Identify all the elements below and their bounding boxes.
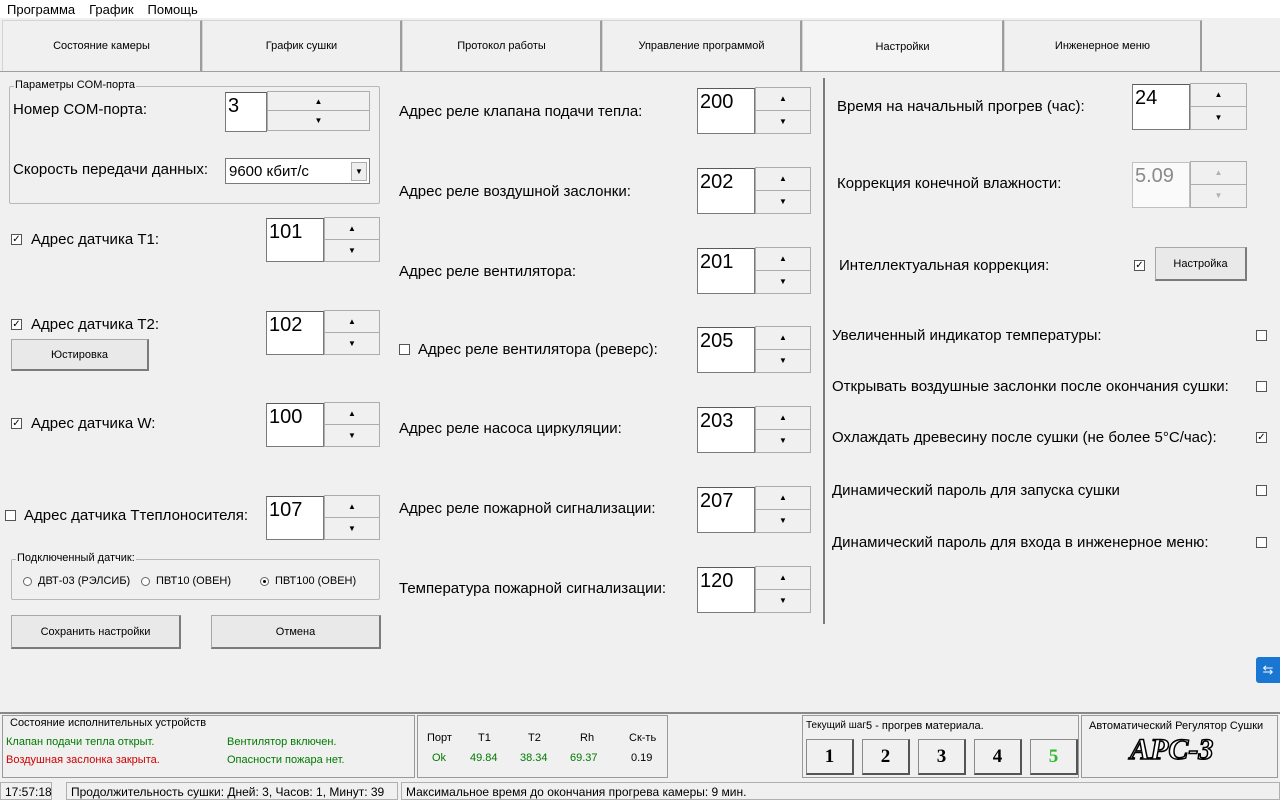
tab-drying-chart[interactable]: График сушки bbox=[202, 20, 402, 72]
chevron-down-icon[interactable]: ▼ bbox=[351, 162, 367, 181]
pump-relay-spinner[interactable] bbox=[755, 406, 811, 453]
spin-up-icon[interactable]: ▲ bbox=[756, 487, 810, 510]
fire-relay-input[interactable]: 207 bbox=[697, 487, 755, 533]
speed-label: Скорость передачи данных: bbox=[13, 161, 208, 178]
fire-status: Опасности пожара нет. bbox=[227, 754, 345, 766]
spin-down-icon[interactable]: ▼ bbox=[779, 516, 787, 526]
fan-reverse-label: Адрес реле вентилятора (реверс): bbox=[418, 341, 658, 358]
option-cool-wood-checkbox[interactable]: ✓ bbox=[1257, 432, 1266, 443]
humidity-correction-spinner[interactable] bbox=[1190, 161, 1247, 208]
pump-relay-label: Адрес реле насоса циркуляции: bbox=[399, 420, 622, 437]
t2-checkbox[interactable]: ✓ bbox=[12, 319, 21, 330]
spin-up-icon[interactable]: ▲ bbox=[756, 88, 810, 111]
spin-down-icon[interactable]: ▼ bbox=[1214, 113, 1223, 123]
tcarrier-input[interactable]: 107 bbox=[266, 496, 324, 540]
fire-temp-label: Температура пожарной сигнализации: bbox=[399, 580, 667, 597]
spin-up-icon[interactable]: ▲ bbox=[756, 327, 810, 350]
status-time: 17:57:18 bbox=[0, 782, 52, 800]
value-t2: 38.34 bbox=[520, 752, 548, 764]
speed-value: 9600 кбит/с bbox=[229, 163, 309, 180]
menu-bar bbox=[0, 0, 1280, 18]
speed-select[interactable] bbox=[225, 158, 370, 184]
spin-down-icon[interactable]: ▼ bbox=[348, 338, 356, 348]
value-t1: 49.84 bbox=[470, 752, 498, 764]
t2-spinner[interactable] bbox=[324, 310, 380, 355]
option-open-dampers-checkbox[interactable] bbox=[1256, 381, 1267, 392]
humidity-correction-label: Коррекция конечной влажности: bbox=[837, 175, 1062, 192]
damper-status: Воздушная заслонка закрыта. bbox=[6, 754, 160, 766]
tab-underline bbox=[0, 71, 1280, 72]
status-duration: Продолжительность сушки: Дней: 3, Часов: 1, Минут: 39 bbox=[66, 782, 398, 800]
header-t1: T1 bbox=[478, 732, 491, 744]
devices-title: Состояние исполнительных устройств bbox=[10, 717, 207, 729]
fire-relay-label: Адрес реле пожарной сигнализации: bbox=[399, 500, 656, 517]
fan-relay-label: Адрес реле вентилятора: bbox=[399, 263, 577, 280]
com-port-spinner[interactable] bbox=[267, 91, 370, 131]
pump-relay-input[interactable]: 203 bbox=[697, 407, 755, 453]
spin-down-icon[interactable]: ▼ bbox=[779, 277, 787, 287]
t1-input[interactable]: 101 bbox=[266, 218, 324, 262]
tab-chamber-state[interactable]: Состояние камеры bbox=[2, 20, 202, 72]
warmup-input[interactable]: 24 bbox=[1132, 84, 1190, 130]
fire-temp-input[interactable]: 120 bbox=[697, 567, 755, 613]
spin-up-icon[interactable]: ▲ bbox=[756, 168, 810, 191]
readings-panel bbox=[417, 715, 668, 778]
spin-up-icon[interactable]: ▲ bbox=[1191, 162, 1246, 185]
tcarrier-checkbox[interactable] bbox=[5, 510, 16, 521]
header-port: Порт bbox=[427, 732, 452, 744]
spin-up-icon[interactable]: ▲ bbox=[325, 496, 379, 518]
t1-label: Адрес датчика T1: bbox=[31, 231, 160, 248]
t1-checkbox[interactable]: ✓ bbox=[12, 234, 21, 245]
humidity-correction-input[interactable]: 5.09 bbox=[1132, 162, 1190, 208]
radio-pvt100-label: ПВТ100 (ОВЕН) bbox=[275, 575, 357, 587]
brand-panel bbox=[1081, 715, 1278, 778]
step-button-2[interactable]: 2 bbox=[862, 739, 910, 775]
heat-relay-label: Адрес реле клапана подачи тепла: bbox=[399, 103, 643, 120]
option-dynamic-start-label: Динамический пароль для запуска сушки bbox=[832, 482, 1120, 499]
tcarrier-label: Адрес датчика Ттеплоносителя: bbox=[24, 507, 249, 524]
tab-work-log[interactable]: Протокол работы bbox=[402, 20, 602, 72]
tab-program-control[interactable]: Управление программой bbox=[602, 20, 802, 72]
menu-chart[interactable]: График bbox=[89, 1, 134, 17]
tab-engineer-menu[interactable]: Инженерное меню bbox=[1004, 20, 1202, 72]
option-open-dampers-label: Открывать воздушные заслонки после окончания сушки: bbox=[832, 378, 1229, 395]
spin-up-icon[interactable]: ▲ bbox=[325, 311, 379, 333]
header-rh: Rh bbox=[580, 732, 595, 744]
tcarrier-spinner[interactable] bbox=[324, 495, 380, 540]
t2-input[interactable]: 102 bbox=[266, 311, 324, 355]
bottom-divider bbox=[0, 712, 1280, 714]
w-spinner[interactable] bbox=[324, 402, 380, 447]
spin-up-icon[interactable]: ▲ bbox=[268, 92, 369, 111]
heat-valve-status: Клапан подачи тепла открыт. bbox=[6, 736, 155, 748]
damper-relay-label: Адрес реле воздушной заслонки: bbox=[399, 183, 631, 200]
fan-reverse-checkbox[interactable] bbox=[399, 344, 410, 355]
step-button-1[interactable]: 1 bbox=[806, 739, 854, 775]
w-label: Адрес датчика W: bbox=[31, 415, 156, 432]
header-speed: Ск-ть bbox=[629, 732, 657, 744]
intel-correction-label: Интеллектуальная коррекция: bbox=[839, 257, 1050, 274]
fire-relay-spinner[interactable] bbox=[755, 486, 811, 533]
step-button-3[interactable]: 3 bbox=[918, 739, 966, 775]
cancel-button[interactable]: Отмена bbox=[211, 615, 381, 649]
devices-panel bbox=[2, 715, 415, 778]
tab-settings[interactable]: Настройки bbox=[802, 20, 1004, 72]
header-t2: T2 bbox=[528, 732, 541, 744]
com-port-input[interactable]: 3 bbox=[225, 92, 267, 132]
damper-relay-input[interactable]: 202 bbox=[697, 168, 755, 214]
intel-settings-button[interactable]: Настройка bbox=[1155, 247, 1247, 281]
spin-down-icon[interactable]: ▼ bbox=[779, 356, 787, 366]
spin-down-icon[interactable]: ▼ bbox=[1214, 191, 1223, 201]
warmup-spinner[interactable] bbox=[1190, 83, 1247, 130]
fan-reverse-spinner[interactable] bbox=[755, 326, 811, 373]
option-dynamic-start-checkbox[interactable] bbox=[1256, 485, 1267, 496]
brand-logo: АРС-3 bbox=[1130, 733, 1214, 766]
w-checkbox[interactable]: ✓ bbox=[12, 418, 21, 429]
option-big-indicator-label: Увеличенный индикатор температуры: bbox=[832, 327, 1102, 344]
step-button-4[interactable]: 4 bbox=[974, 739, 1022, 775]
column-separator bbox=[823, 78, 825, 624]
save-settings-button[interactable]: Сохранить настройки bbox=[11, 615, 181, 649]
fan-relay-input[interactable]: 201 bbox=[697, 248, 755, 294]
fan-reverse-input[interactable]: 205 bbox=[697, 327, 755, 373]
spin-up-icon[interactable]: ▲ bbox=[325, 218, 379, 240]
option-dynamic-engineer-label: Динамический пароль для входа в инженерное меню: bbox=[832, 534, 1209, 551]
com-group-title: Параметры COM-порта bbox=[15, 79, 136, 91]
status-max-time: Максимальное время до окончания прогрева камеры: 9 мин. bbox=[401, 782, 1280, 800]
radio-pvt10-label: ПВТ10 (ОВЕН) bbox=[156, 575, 232, 587]
spin-down-icon[interactable]: ▼ bbox=[779, 436, 787, 446]
w-input[interactable]: 100 bbox=[266, 403, 324, 447]
t1-spinner[interactable] bbox=[324, 217, 380, 262]
spin-up-icon[interactable]: ▲ bbox=[1191, 84, 1246, 107]
spin-up-icon[interactable]: ▲ bbox=[756, 407, 810, 430]
spin-down-icon[interactable]: ▼ bbox=[314, 116, 323, 125]
step-label: Текущий шаг: bbox=[806, 720, 869, 731]
com-port-label: Номер COM-порта: bbox=[13, 101, 148, 118]
option-big-indicator-checkbox[interactable] bbox=[1256, 330, 1267, 341]
brand-subtitle: Автоматический Регулятор Сушки bbox=[1089, 720, 1264, 732]
spin-up-icon[interactable]: ▲ bbox=[325, 403, 379, 425]
fan-status: Вентилятор включен. bbox=[227, 736, 337, 748]
warmup-label: Время на начальный прогрев (час): bbox=[837, 98, 1085, 115]
connected-group-title: Подключенный датчик: bbox=[17, 552, 135, 564]
fan-relay-spinner[interactable] bbox=[755, 247, 811, 294]
heat-relay-spinner[interactable] bbox=[755, 87, 811, 134]
step-button-5[interactable]: 5 bbox=[1030, 739, 1078, 775]
spin-down-icon[interactable]: ▼ bbox=[779, 117, 787, 127]
spin-down-icon[interactable]: ▼ bbox=[779, 596, 787, 606]
radio-pvt100[interactable] bbox=[260, 577, 269, 586]
damper-relay-spinner[interactable] bbox=[755, 167, 811, 214]
option-dynamic-engineer-checkbox[interactable] bbox=[1256, 537, 1267, 548]
spin-down-icon[interactable]: ▼ bbox=[779, 197, 787, 207]
t2-label: Адрес датчика T2: bbox=[31, 316, 160, 333]
option-cool-wood-label: Охлаждать древесину после сушки (не более 5°C/час): bbox=[832, 429, 1217, 446]
spin-down-icon[interactable]: ▼ bbox=[348, 245, 356, 255]
spin-up-icon[interactable]: ▲ bbox=[756, 248, 810, 271]
value-speed: 0.19 bbox=[631, 752, 653, 764]
remote-support-icon[interactable]: ⇆ bbox=[1256, 657, 1280, 683]
spin-down-icon[interactable]: ▼ bbox=[348, 430, 356, 440]
menu-program[interactable]: Программа bbox=[7, 1, 76, 17]
calibration-button[interactable]: Юстировка bbox=[11, 339, 149, 371]
heat-relay-input[interactable]: 200 bbox=[697, 88, 755, 134]
radio-dvt03-label: ДВТ-03 (РЭЛСИБ) bbox=[38, 575, 131, 587]
value-rh: 69.37 bbox=[570, 752, 598, 764]
spin-down-icon[interactable]: ▼ bbox=[348, 523, 356, 533]
tab-bar bbox=[0, 20, 1280, 72]
intel-correction-checkbox[interactable]: ✓ bbox=[1135, 260, 1144, 271]
radio-pvt10[interactable] bbox=[141, 577, 150, 586]
status-bar bbox=[0, 782, 1280, 800]
value-port: Ok bbox=[432, 752, 447, 764]
spin-up-icon[interactable]: ▲ bbox=[756, 567, 810, 590]
step-value: 5 - прогрев материала. bbox=[866, 720, 984, 732]
fire-temp-spinner[interactable] bbox=[755, 566, 811, 613]
menu-help[interactable]: Помощь bbox=[147, 1, 198, 17]
radio-dvt03[interactable] bbox=[23, 577, 32, 586]
